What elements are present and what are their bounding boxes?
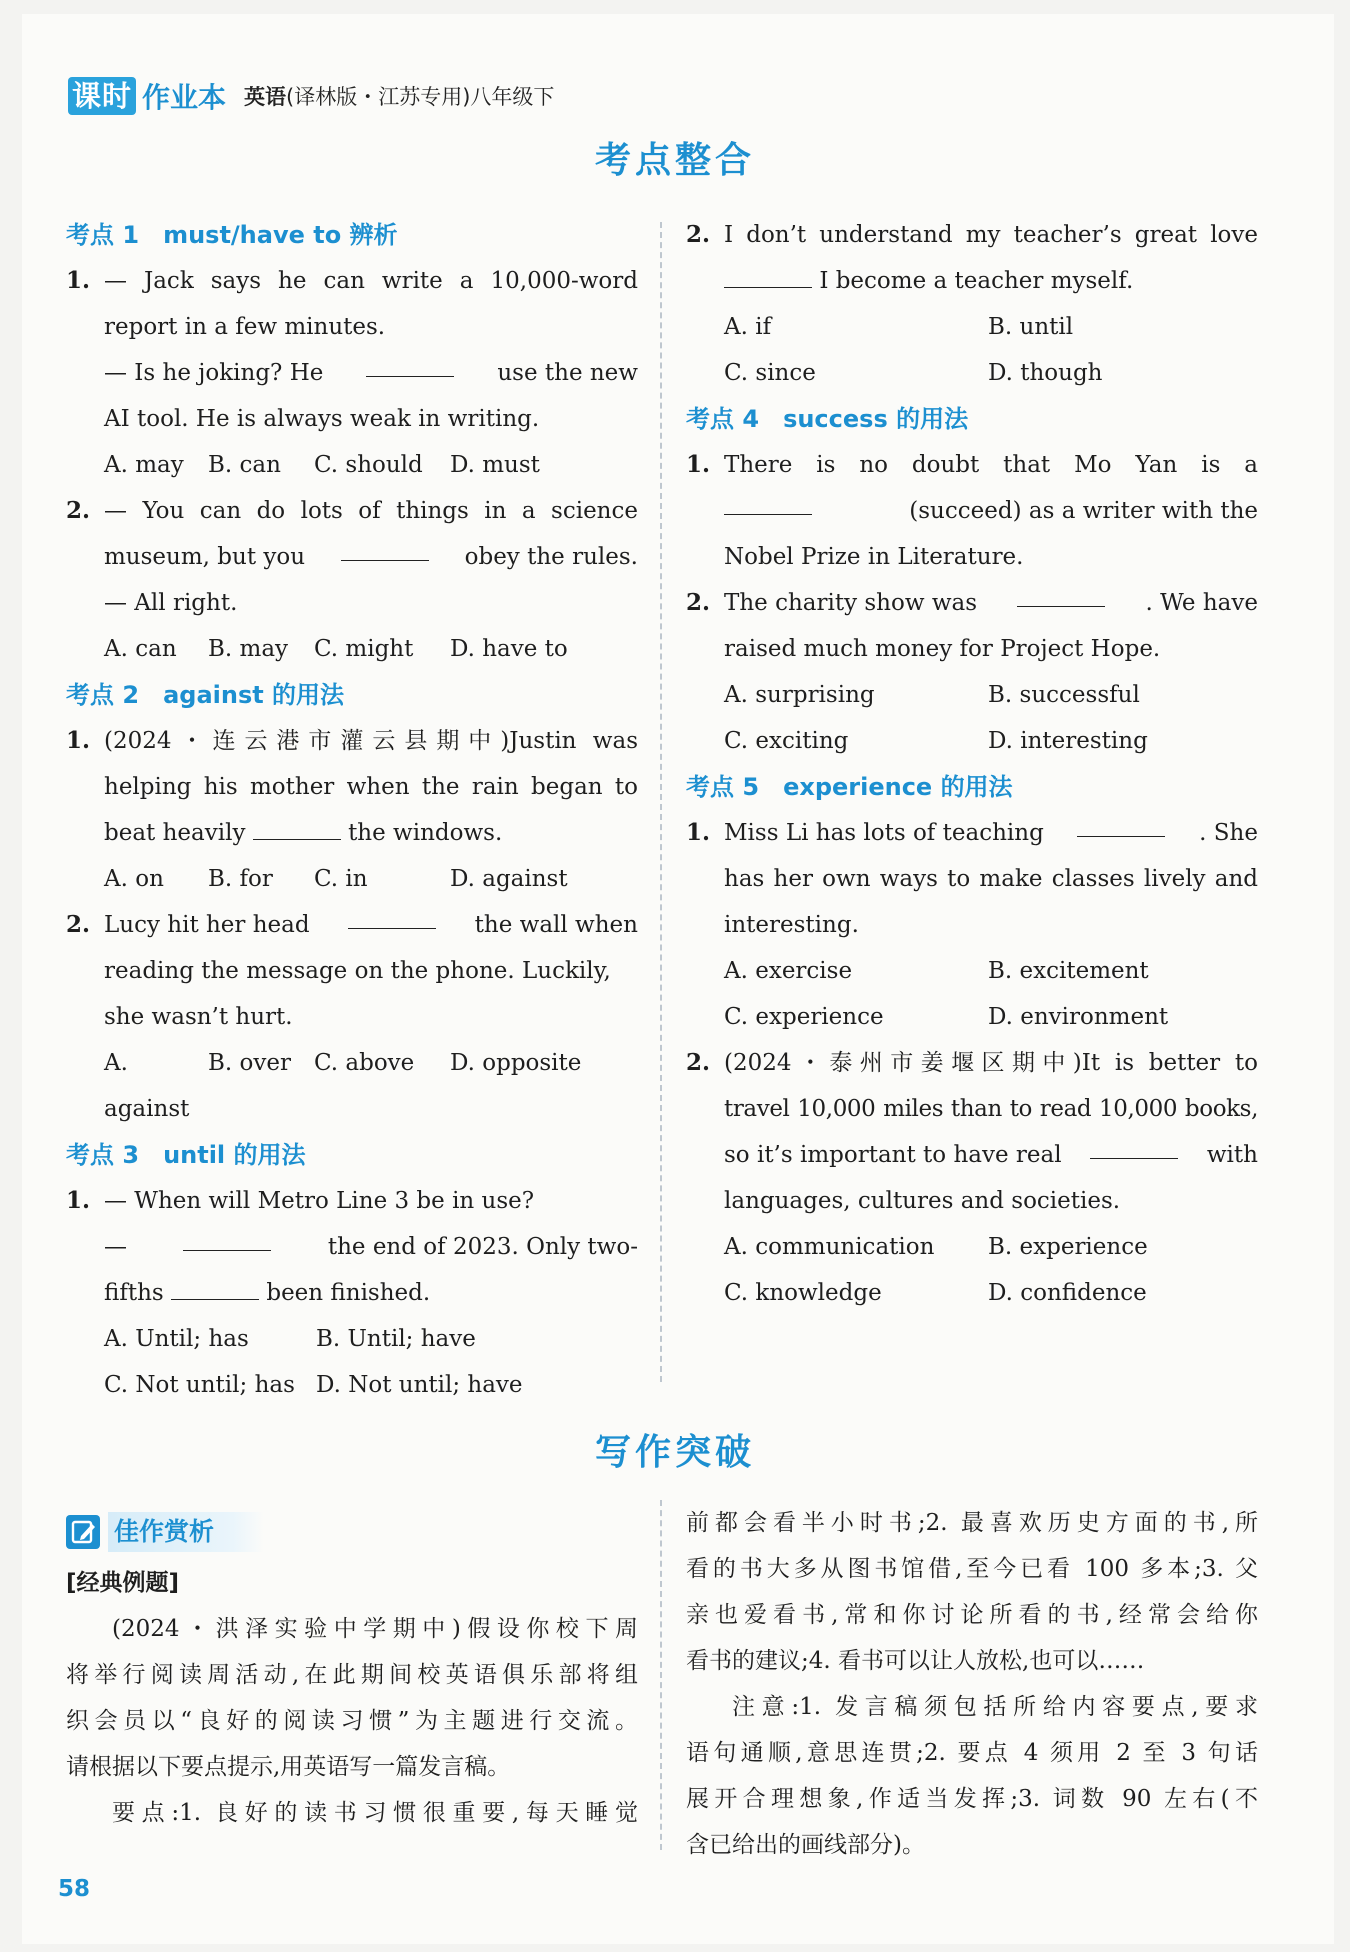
options: C. since D. though <box>724 360 1103 386</box>
right-column <box>686 212 1258 1316</box>
options: A. on B. for C. in D. against <box>104 866 568 892</box>
kaodian-3-heading: 考点 3 until 的用法 <box>66 1141 306 1169</box>
options: A. if B. until <box>724 314 1074 340</box>
answer-blank[interactable] <box>724 488 812 515</box>
kaodian-2-heading: 考点 2 against 的用法 <box>66 681 345 709</box>
question-number: 2. <box>686 589 711 616</box>
example-label: [经典例题] <box>66 1570 180 1596</box>
banner <box>66 1510 638 1554</box>
book-logo <box>68 76 226 116</box>
question-number: 2. <box>686 1049 711 1076</box>
column-divider <box>660 222 662 1382</box>
question-number: 1. <box>686 819 711 846</box>
options: C. experience D. environment <box>724 1004 1169 1030</box>
question: 1. There is no doubt that Mo Yan is a (succeed) as a writer with the Nobel Prize in Literature. <box>686 442 1258 580</box>
options: A. surprising B. successful <box>724 682 1140 708</box>
question: 2. The charity show was . We have raised much money for Project Hope. <box>686 580 1258 672</box>
pencil-icon <box>66 1515 100 1549</box>
page-number: 58 <box>58 1876 91 1902</box>
question-number: 1. <box>66 727 91 754</box>
kaodian-5-heading: 考点 5 experience 的用法 <box>686 773 1013 801</box>
answer-blank[interactable] <box>724 261 812 288</box>
writing-left: 佳作赏析 [经典例题] (2024・洪泽实验中学期中)假设你校下周 将举行阅读周活动,在此期间校英语俱乐部将组 织会员以“良好的阅读习惯”为主题进行交流。 请根据以下要点提示,用英语写一篇发言稿。 要点:1. 良好的读书习惯很重要,每天睡觉 <box>66 1510 638 1836</box>
question-number: 1. <box>66 1187 91 1214</box>
edition: (译林版・江苏专用)八年级下 <box>286 85 555 109</box>
question-number: 1. <box>66 267 91 294</box>
column-divider-bottom <box>660 1500 662 1850</box>
question-number: 2. <box>686 221 711 248</box>
book-name: 作业本 <box>142 81 227 114</box>
options: C. knowledge D. confidence <box>724 1280 1147 1306</box>
answer-blank[interactable] <box>183 1224 271 1251</box>
section-title-writing: 写作突破 <box>594 1431 755 1473</box>
writing-right: 前都会看半小时书;2. 最喜欢历史方面的书,所 看的书大多从图书馆借,至今已看 100 多本;3. 父 亲也爱看书,常和你讨论所看的书,经常会给你 看书的建议;4. 看书可以让人放松,也可以…… 注意:1. 发言稿须包括所给内容要点,要求 语句通顺,意思连贯;2. 要点 4 须用 2 至 3 句话 展开合理想象,作适当发挥;3. 词数 90 左右(不 含已给出的画线部分)。 <box>686 1510 1258 1858</box>
options: A. communication B. experience <box>724 1234 1148 1260</box>
options: A. may B. can C. should D. must <box>104 452 540 478</box>
logo-text: 课时 <box>68 77 136 115</box>
question: 1. (2024・连云港市灌云县期中)Justin was helping his mother when the rain began to beat heavily the windows. <box>66 718 638 856</box>
question: 1. — When will Metro Line 3 be in use? — the end of 2023. Only two- fifths been finished. <box>66 1178 638 1316</box>
answer-blank[interactable] <box>253 813 341 840</box>
options: C. Not until; has D. Not until; have <box>104 1372 523 1398</box>
question: 2. (2024・泰州市姜堰区期中)It is better to travel 10,000 miles than to read 10,000 books, so it’s important to have real with languages, cultures and societies. <box>686 1040 1258 1224</box>
subject-line <box>244 81 554 111</box>
answer-blank[interactable] <box>1077 810 1165 837</box>
question-number: 2. <box>66 911 91 938</box>
answer-blank[interactable] <box>171 1273 259 1300</box>
kaodian-1-heading: 考点 1 must/have to 辨析 <box>66 221 398 249</box>
answer-blank[interactable] <box>1017 580 1105 607</box>
subject: 英语 <box>244 85 287 109</box>
header <box>68 76 554 116</box>
question: 2. I don’t understand my teacher’s great love I become a teacher myself. <box>686 212 1258 304</box>
question-number: 2. <box>66 497 91 524</box>
section-title-integration: 考点整合 <box>594 139 755 181</box>
answer-blank[interactable] <box>348 902 436 929</box>
options: C. exciting D. interesting <box>724 728 1148 754</box>
question: 1. — Jack says he can write a 10,000-word report in a few minutes. — Is he joking? He use the new AI tool. He is always weak in writing. <box>66 258 638 442</box>
question: 2. — You can do lots of things in a science museum, but you obey the rules. — All right. <box>66 488 638 626</box>
options: A. exercise B. excitement <box>724 958 1149 984</box>
answer-blank[interactable] <box>1090 1132 1178 1159</box>
answer-blank[interactable] <box>366 350 454 377</box>
answer-blank[interactable] <box>341 534 429 561</box>
left-column <box>66 212 638 1408</box>
options: A. against B. over C. above D. opposite <box>104 1050 582 1122</box>
banner-label: 佳作赏析 <box>108 1512 264 1552</box>
question: 2. Lucy hit her head the wall when reading the message on the phone. Luckily, she wasn’t hurt. <box>66 902 638 1040</box>
question-number: 1. <box>686 451 711 478</box>
kaodian-4-heading: 考点 4 success 的用法 <box>686 405 969 433</box>
question: 1. Miss Li has lots of teaching . She has her own ways to make classes lively and interesting. <box>686 810 1258 948</box>
options: A. Until; has B. Until; have <box>104 1326 476 1352</box>
options: A. can B. may C. might D. have to <box>104 636 568 662</box>
